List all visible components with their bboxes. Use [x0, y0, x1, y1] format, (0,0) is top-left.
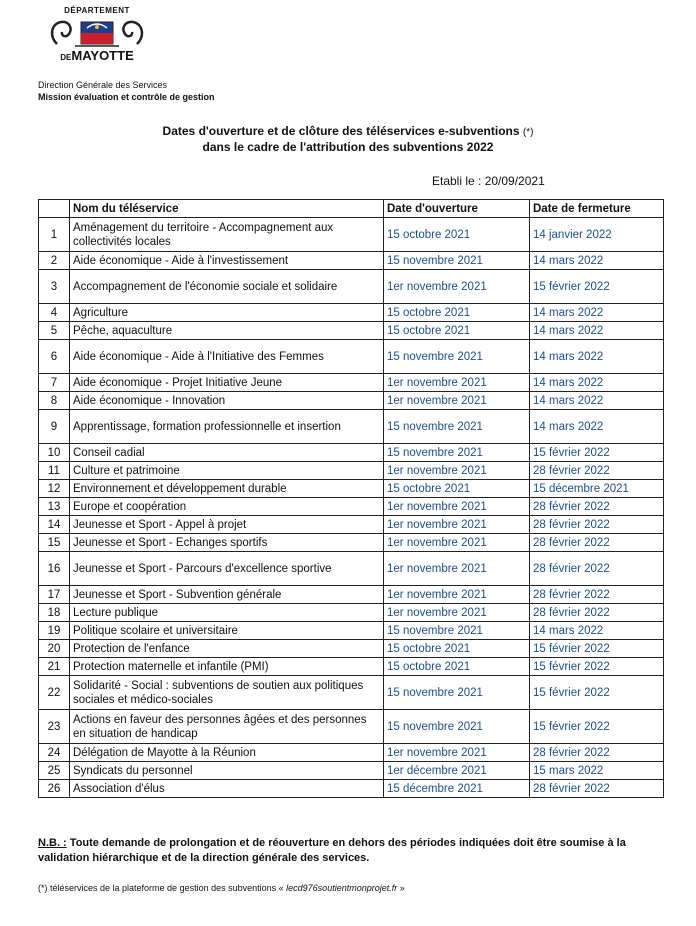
service-name: Protection maternelle et infantile (PMI): [70, 658, 384, 676]
service-name: Environnement et développement durable: [70, 480, 384, 498]
mission-line: Mission évaluation et contrôle de gestion: [38, 92, 215, 102]
table-row: [39, 252, 664, 270]
table-row: [39, 270, 664, 304]
direction-line: Direction Générale des Services: [38, 80, 168, 90]
table-row: [39, 640, 664, 658]
closing-date: 15 février 2022: [530, 640, 664, 658]
opening-date: 15 octobre 2021: [384, 640, 530, 658]
closing-date: 14 mars 2022: [530, 374, 664, 392]
table-body: [39, 218, 664, 798]
row-number: 6: [39, 340, 70, 374]
opening-date: 1er novembre 2021: [384, 462, 530, 480]
service-name: Aide économique - Projet Initiative Jeune: [70, 374, 384, 392]
service-name: Syndicats du personnel: [70, 762, 384, 780]
seahorse-emblem-icon: [47, 16, 147, 50]
logo-bottom-text: DEMAYOTTE: [60, 48, 134, 63]
table-row: [39, 744, 664, 762]
row-number: 20: [39, 640, 70, 658]
table-row: [39, 444, 664, 462]
service-name: Solidarité - Social : subventions de soutien aux politiques sociales et médico-sociales: [70, 676, 384, 710]
row-number: 15: [39, 534, 70, 552]
opening-date: 1er décembre 2021: [384, 762, 530, 780]
table-row: [39, 710, 664, 744]
row-number: 19: [39, 622, 70, 640]
table-row: [39, 658, 664, 676]
service-name: Protection de l'enfance: [70, 640, 384, 658]
closing-date: 14 mars 2022: [530, 410, 664, 444]
opening-date: 15 octobre 2021: [384, 322, 530, 340]
closing-date: 28 février 2022: [530, 744, 664, 762]
row-number: 25: [39, 762, 70, 780]
closing-date: 28 février 2022: [530, 780, 664, 798]
opening-date: 1er novembre 2021: [384, 744, 530, 762]
opening-date: 1er novembre 2021: [384, 552, 530, 586]
closing-date: 15 mars 2022: [530, 762, 664, 780]
row-number: 14: [39, 516, 70, 534]
service-name: Jeunesse et Sport - Subvention générale: [70, 586, 384, 604]
row-number: 12: [39, 480, 70, 498]
table-row: [39, 604, 664, 622]
closing-date: 14 janvier 2022: [530, 218, 664, 252]
service-name: Aide économique - Aide à l'investissement: [70, 252, 384, 270]
table-row: [39, 676, 664, 710]
table-row: [39, 534, 664, 552]
opening-date: 15 novembre 2021: [384, 710, 530, 744]
established-date: Etabli le : 20/09/2021: [432, 174, 545, 188]
service-name: Lecture publique: [70, 604, 384, 622]
opening-date: 1er novembre 2021: [384, 270, 530, 304]
table-row: [39, 340, 664, 374]
table-row: [39, 462, 664, 480]
opening-date: 1er novembre 2021: [384, 498, 530, 516]
row-number: 3: [39, 270, 70, 304]
closing-date: 28 février 2022: [530, 586, 664, 604]
opening-date: 1er novembre 2021: [384, 534, 530, 552]
row-number: 5: [39, 322, 70, 340]
opening-date: 15 octobre 2021: [384, 480, 530, 498]
table-row: [39, 304, 664, 322]
closing-date: 14 mars 2022: [530, 304, 664, 322]
service-name: Pêche, aquaculture: [70, 322, 384, 340]
header-closing-date: Date de fermeture: [530, 200, 664, 218]
closing-date: 14 mars 2022: [530, 322, 664, 340]
opening-date: 15 octobre 2021: [384, 658, 530, 676]
footnote: (*) téléservices de la plateforme de gestion des subventions « lecd976soutientmonprojet.fr »: [38, 883, 405, 893]
closing-date: 15 février 2022: [530, 710, 664, 744]
closing-date: 15 décembre 2021: [530, 480, 664, 498]
teleservices-table: [38, 199, 664, 798]
table-row: [39, 762, 664, 780]
header-number: [39, 200, 70, 218]
closing-date: 28 février 2022: [530, 534, 664, 552]
service-name: Association d'élus: [70, 780, 384, 798]
table-row: [39, 622, 664, 640]
service-name: Agriculture: [70, 304, 384, 322]
closing-date: 15 février 2022: [530, 658, 664, 676]
title-line-1: Dates d'ouverture et de clôture des téléservices e-subventions (*): [162, 124, 534, 138]
closing-date: 14 mars 2022: [530, 622, 664, 640]
closing-date: 14 mars 2022: [530, 392, 664, 410]
table-row: [39, 480, 664, 498]
service-name: Actions en faveur des personnes âgées et des personnes en situation de handicap: [70, 710, 384, 744]
closing-date: 28 février 2022: [530, 462, 664, 480]
service-name: Culture et patrimoine: [70, 462, 384, 480]
opening-date: 1er novembre 2021: [384, 374, 530, 392]
service-name: Aide économique - Aide à l'Initiative des Femmes: [70, 340, 384, 374]
nb-text: Toute demande de prolongation et de réouverture en dehors des périodes indiquées doit être soumise à la validation hiérarchique et de la direction générale des services.: [38, 837, 626, 864]
table-row: [39, 392, 664, 410]
row-number: 13: [39, 498, 70, 516]
opening-date: 15 novembre 2021: [384, 252, 530, 270]
closing-date: 28 février 2022: [530, 552, 664, 586]
row-number: 26: [39, 780, 70, 798]
row-number: 1: [39, 218, 70, 252]
row-number: 23: [39, 710, 70, 744]
service-name: Jeunesse et Sport - Parcours d'excellence sportive: [70, 552, 384, 586]
title-line-2: dans le cadre de l'attribution des subventions 2022: [202, 140, 494, 154]
closing-date: 28 février 2022: [530, 498, 664, 516]
opening-date: 1er novembre 2021: [384, 516, 530, 534]
service-name: Politique scolaire et universitaire: [70, 622, 384, 640]
table-row: [39, 322, 664, 340]
table-row: [39, 552, 664, 586]
row-number: 17: [39, 586, 70, 604]
closing-date: 14 mars 2022: [530, 340, 664, 374]
service-name: Europe et coopération: [70, 498, 384, 516]
service-name: Jeunesse et Sport - Echanges sportifs: [70, 534, 384, 552]
service-name: Jeunesse et Sport - Appel à projet: [70, 516, 384, 534]
opening-date: 15 octobre 2021: [384, 304, 530, 322]
row-number: 2: [39, 252, 70, 270]
row-number: 7: [39, 374, 70, 392]
opening-date: 15 octobre 2021: [384, 218, 530, 252]
row-number: 11: [39, 462, 70, 480]
row-number: 4: [39, 304, 70, 322]
service-name: Délégation de Mayotte à la Réunion: [70, 744, 384, 762]
opening-date: 1er novembre 2021: [384, 392, 530, 410]
closing-date: 15 février 2022: [530, 270, 664, 304]
opening-date: 1er novembre 2021: [384, 586, 530, 604]
row-number: 10: [39, 444, 70, 462]
closing-date: 15 février 2022: [530, 444, 664, 462]
direction-block: [38, 79, 215, 103]
closing-date: 14 mars 2022: [530, 252, 664, 270]
row-number: 9: [39, 410, 70, 444]
opening-date: 15 novembre 2021: [384, 676, 530, 710]
row-number: 22: [39, 676, 70, 710]
opening-date: 15 novembre 2021: [384, 444, 530, 462]
table-row: [39, 516, 664, 534]
table-row: [39, 586, 664, 604]
header: [38, 6, 156, 63]
service-name: Apprentissage, formation professionnelle et insertion: [70, 410, 384, 444]
table-row: [39, 410, 664, 444]
document-title: [0, 124, 696, 155]
table-header-row: [39, 200, 664, 218]
service-name: Aide économique - Innovation: [70, 392, 384, 410]
row-number: 21: [39, 658, 70, 676]
opening-date: 1er novembre 2021: [384, 604, 530, 622]
row-number: 16: [39, 552, 70, 586]
table-row: [39, 218, 664, 252]
header-opening-date: Date d'ouverture: [384, 200, 530, 218]
nb-label: N.B. :: [38, 837, 67, 849]
logo-top-text: DÉPARTEMENT: [64, 6, 130, 15]
closing-date: 28 février 2022: [530, 604, 664, 622]
header-name: Nom du téléservice: [70, 200, 384, 218]
table-row: [39, 374, 664, 392]
opening-date: 15 décembre 2021: [384, 780, 530, 798]
service-name: Conseil cadial: [70, 444, 384, 462]
department-logo: [38, 6, 156, 63]
opening-date: 15 novembre 2021: [384, 410, 530, 444]
opening-date: 15 novembre 2021: [384, 622, 530, 640]
service-name: Aménagement du territoire - Accompagnement aux collectivités locales: [70, 218, 384, 252]
closing-date: 28 février 2022: [530, 516, 664, 534]
opening-date: 15 novembre 2021: [384, 340, 530, 374]
row-number: 18: [39, 604, 70, 622]
closing-date: 15 février 2022: [530, 676, 664, 710]
table-row: [39, 780, 664, 798]
nb-note: [38, 836, 663, 866]
table-row: [39, 498, 664, 516]
row-number: 8: [39, 392, 70, 410]
website-link[interactable]: lecd976soutientmonprojet.fr: [286, 883, 398, 893]
service-name: Accompagnement de l'économie sociale et solidaire: [70, 270, 384, 304]
row-number: 24: [39, 744, 70, 762]
